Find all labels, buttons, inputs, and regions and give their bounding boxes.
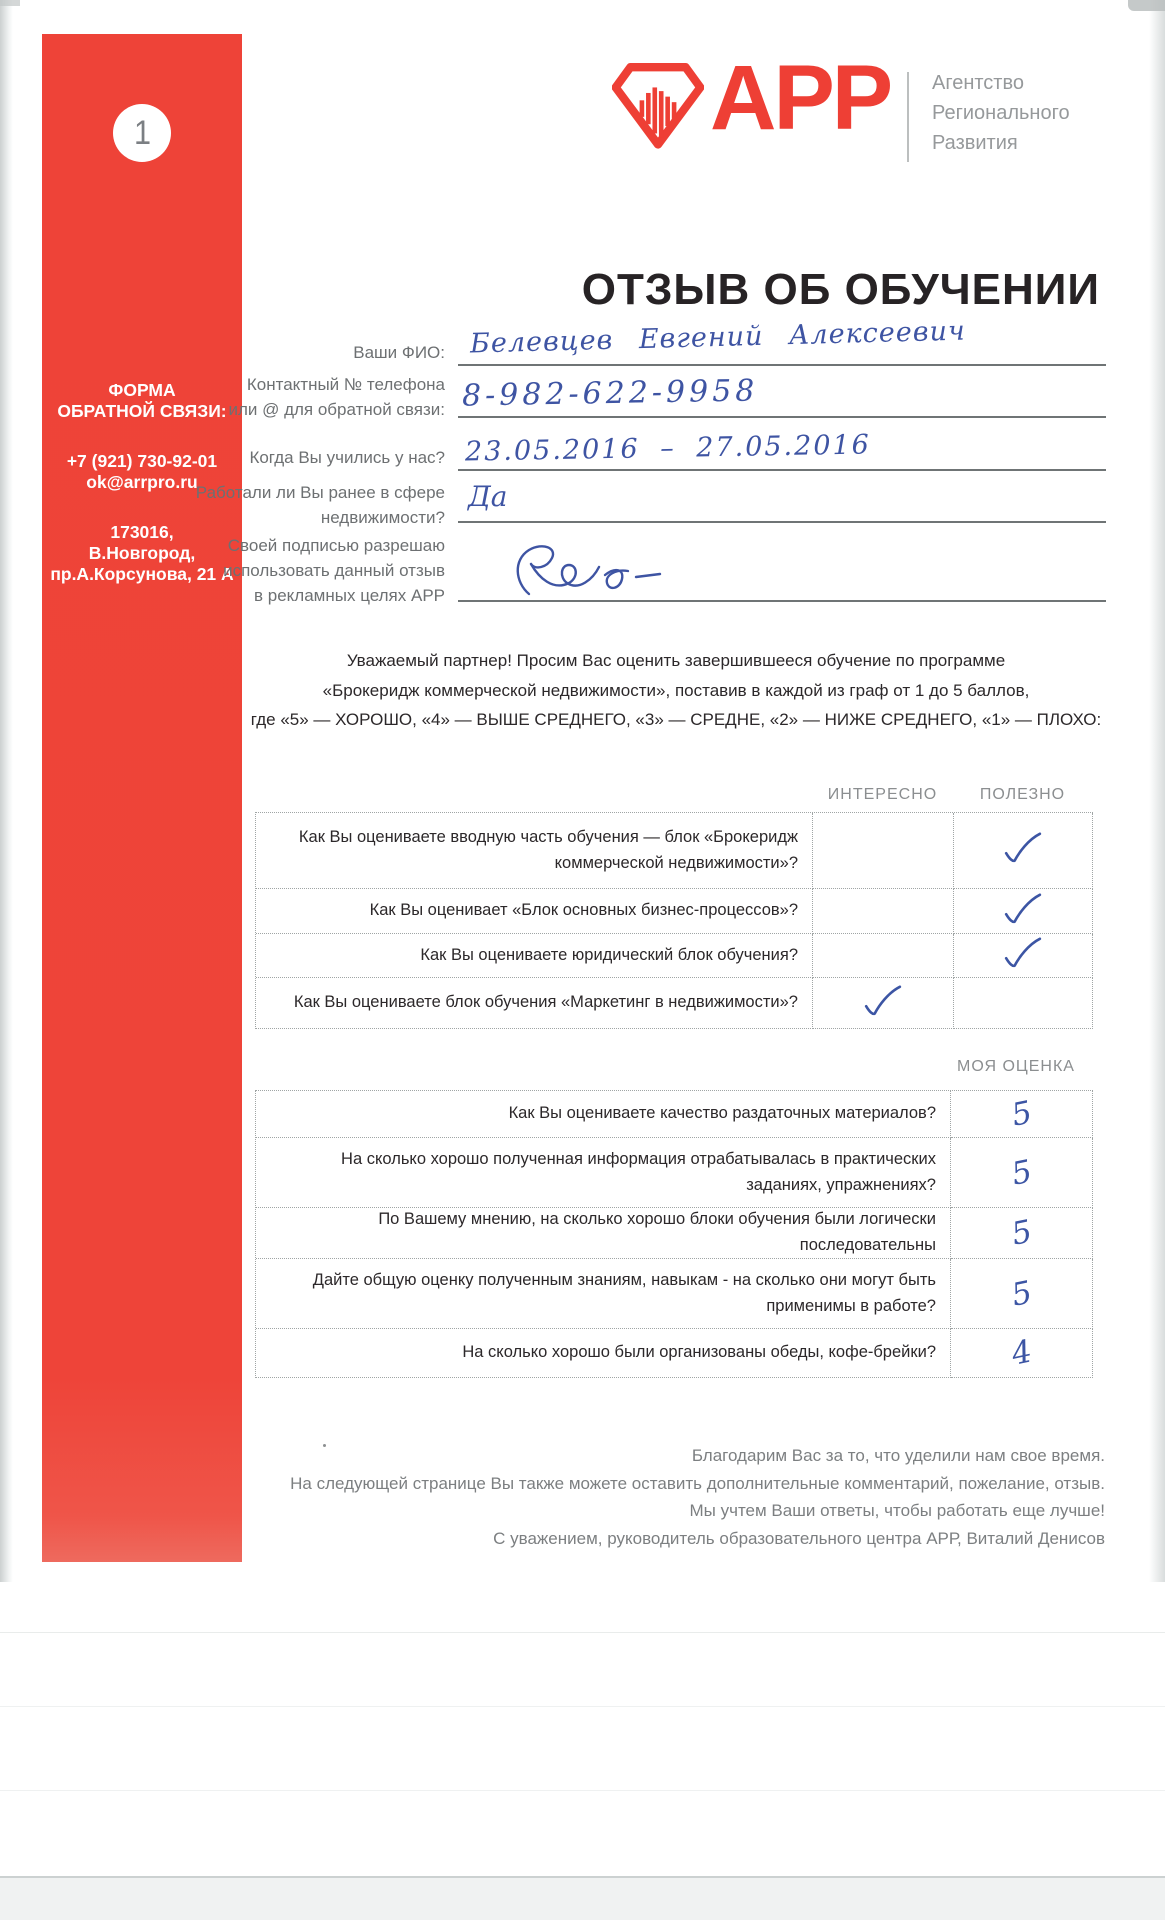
interesno-cell xyxy=(813,889,954,934)
handwritten-dates: 23.05.2016 – 27.05.2016 xyxy=(464,429,872,468)
score-cell xyxy=(951,1259,1093,1329)
checkmark-icon xyxy=(1000,831,1046,871)
page-title: ОТЗЫВ ОБ ОБУЧЕНИИ xyxy=(581,265,1100,315)
logo-abbreviation: АРР xyxy=(710,47,891,149)
sidebar-phone: +7 (921) 730-92-01 xyxy=(66,451,218,471)
field-label-contact: Контактный № телефона или @ для обратной связи: xyxy=(228,375,445,419)
checkmark-icon xyxy=(860,983,906,1023)
signature-scribble xyxy=(495,538,705,611)
question-cell: На сколько хорошо были организованы обеды, кофе-брейки? xyxy=(256,1329,951,1378)
interesno-cell xyxy=(813,813,954,889)
question-cell: По Вашему мнению, на сколько хорошо блоки обучения были логически последовательны xyxy=(256,1208,951,1259)
scan-edge-left xyxy=(0,0,13,1582)
page-number-badge xyxy=(113,104,171,162)
sidebar-email: ok@arrpro.ru xyxy=(86,472,198,492)
scan-line xyxy=(0,1790,1165,1791)
handwritten-score: 5 xyxy=(1008,1094,1035,1134)
field-label-fio: Ваши ФИО: xyxy=(353,343,445,362)
page-number: 1 xyxy=(133,113,151,152)
field-underline xyxy=(458,416,1106,418)
sidebar-heading-line: ФОРМА xyxy=(108,380,176,400)
question-cell: Как Вы оценивает «Блок основных бизнес-процессов»? xyxy=(256,889,813,934)
field-underline xyxy=(458,521,1106,523)
question-cell: Как Вы оцениваете вводную часть обучения — блок «Брокеридж коммерческой недвижимости»? xyxy=(256,813,813,889)
ratings-table-scores xyxy=(255,1090,1093,1378)
column-header-interesno: ИНТЕРЕСНО xyxy=(827,786,938,803)
scan-edge-right xyxy=(1149,0,1165,1582)
intro-paragraph: Уважаемый партнер! Просим Вас оценить завершившееся обучение по программе «Брокеридж коммерческой недвижимости», поставив в каждой из граф от 1 до 5 баллов, где «5» — ХОРОШО, «4» — ВЫШЕ СРЕДНЕГО, «3» — СРЕДНЕ, «2» — НИЖЕ СРЕДНЕГО, «1» — ПЛОХО: xyxy=(250,651,1102,729)
red-sidebar xyxy=(42,34,242,1562)
sidebar-address-line: 173016, xyxy=(110,522,174,542)
question-cell: Как Вы оцениваете блок обучения «Маркетинг в недвижимости»? xyxy=(256,978,813,1029)
checkmark-icon xyxy=(1000,936,1046,976)
field-label-dates: Когда Вы учились у нас? xyxy=(249,448,445,467)
score-cell xyxy=(951,1329,1093,1378)
scan-corner-top-right xyxy=(1128,0,1165,11)
handwritten-score: 5 xyxy=(1008,1273,1035,1314)
polezno-cell xyxy=(954,889,1093,934)
sidebar-address-line: В.Новгород, xyxy=(88,543,196,563)
score-cell xyxy=(951,1208,1093,1259)
polezno-cell xyxy=(954,978,1093,1029)
question-cell: Как Вы оцениваете юридический блок обучения? xyxy=(256,934,813,978)
scan-bottom-band xyxy=(0,1876,1165,1920)
score-cell xyxy=(951,1138,1093,1208)
sidebar-address-line: пр.А.Корсунова, 21 А xyxy=(50,564,234,584)
field-label-experience: Работали ли Вы ранее в сфере недвижимости? xyxy=(195,483,445,527)
field-label-consent: Своей подписью разрешаю использовать данный отзыв в рекламных целях АРР xyxy=(223,536,445,605)
handwritten-phone: 8-982-622-9958 xyxy=(461,373,759,414)
field-underline xyxy=(458,364,1106,366)
interesno-cell xyxy=(813,934,954,978)
question-cell: На сколько хорошо полученная информация отрабатывалась в практических заданиях, упражнениях? xyxy=(256,1138,951,1208)
scan-corner-top-left xyxy=(0,0,20,6)
handwritten-score: 4 xyxy=(1008,1333,1035,1373)
question-cell: Дайте общую оценку полученным знаниям, навыкам - на сколько они могут быть применимы в работе? xyxy=(256,1259,951,1329)
checkmark-icon xyxy=(1000,891,1046,931)
field-underline xyxy=(458,469,1106,471)
question-cell: Как Вы оцениваете качество раздаточных материалов? xyxy=(256,1091,951,1138)
logo-divider xyxy=(907,72,909,162)
polezno-cell xyxy=(954,934,1093,978)
handwritten-score: 5 xyxy=(1008,1213,1035,1253)
handwritten-score: 5 xyxy=(1008,1152,1035,1193)
handwritten-fio: Белевцев Евгений Алексеевич xyxy=(469,315,967,360)
polezno-cell xyxy=(954,813,1093,889)
ratings-table-blocks xyxy=(255,812,1093,1029)
diamond-buildings-logo-icon xyxy=(612,58,704,155)
interesno-cell xyxy=(813,978,954,1029)
score-cell xyxy=(951,1091,1093,1138)
column-header-polezno: ПОЛЕЗНО xyxy=(979,786,1066,803)
scan-line xyxy=(0,1706,1165,1707)
column-header-moya-ocenka: МОЯ ОЦЕНКА xyxy=(957,1058,1075,1075)
scan-line xyxy=(0,1632,1165,1633)
handwritten-experience-answer: Да xyxy=(468,480,508,513)
sidebar-heading-line: ОБРАТНОЙ СВЯЗИ: xyxy=(57,401,227,421)
footer-thanks: Благодарим Вас за то, что уделили нам свое время. На следующей странице Вы также можете оставить дополнительные комментарий, пожелание, отзыв. Мы учтем Ваши ответы, чтобы работать еще лучше! С уважением, руководитель образовательного центра АРР, Виталий Денисов xyxy=(290,1446,1105,1548)
logo-company-name: Агентство Регионального Развития xyxy=(932,72,1070,154)
